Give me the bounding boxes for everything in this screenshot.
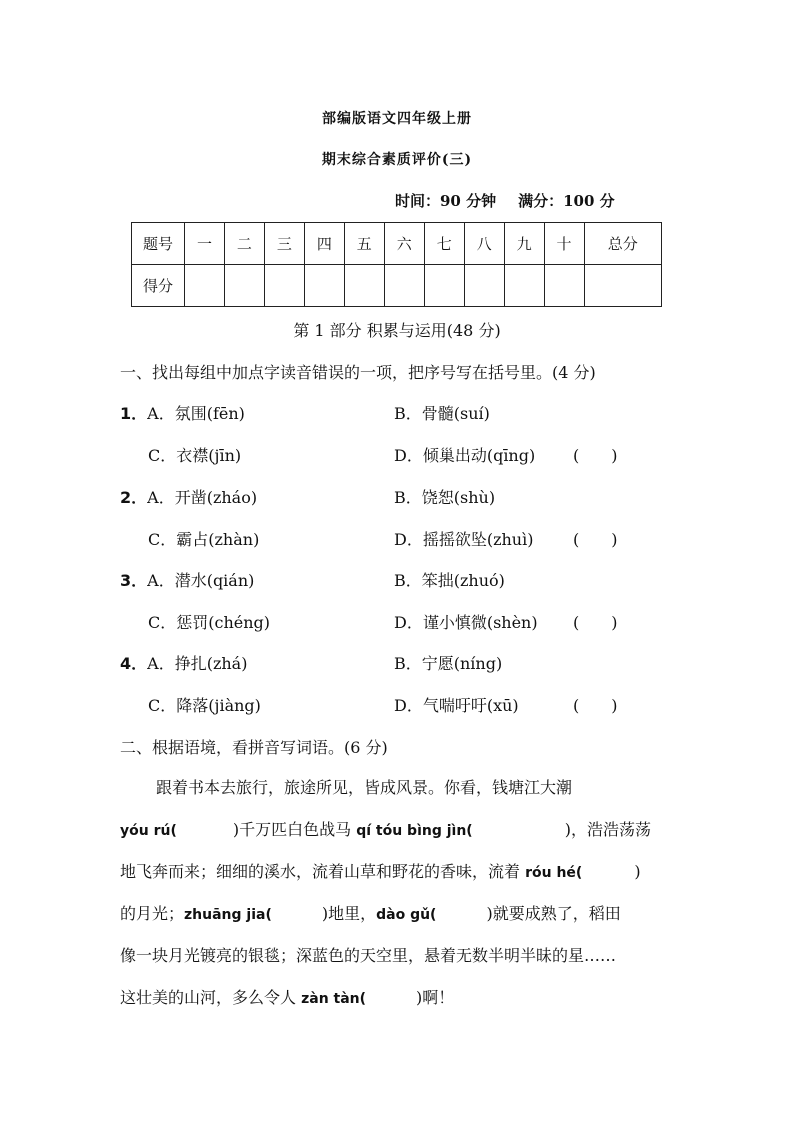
passage-text: )地里， [321,904,377,923]
option-a: A．挣扎(zhá) [147,654,248,673]
option-b: B．饶恕(shù) [394,488,496,507]
score-cell[interactable] [424,265,464,307]
score-table-header: 九 [504,223,544,265]
option-c: C．惩罚(chéng) [148,613,271,632]
score-table-header: 六 [384,223,424,265]
score-table-score-row [132,265,662,307]
score-table-header: 二 [224,223,264,265]
pinyin-prompt: qí tóu bìng jìn( [356,823,473,839]
score-cell[interactable] [185,265,225,307]
passage-line-2 [120,817,680,840]
pinyin-prompt: zàn tàn( [301,991,367,1007]
score-table-header: 七 [424,223,464,265]
score-table-header: 四 [304,223,344,265]
answer-bracket[interactable]: ( ) [573,530,618,549]
option-d: D．倾巢出动(qīng) [394,446,536,465]
pinyin-prompt: róu hé( [525,865,583,881]
pinyin-prompt: zhuāng jia( [184,907,272,923]
score-table-header: 八 [464,223,504,265]
question-1-title: 一、找出每组中加点字读音错误的一项，把序号写在括号里。(4 分) [120,363,596,382]
score-cell[interactable] [384,265,424,307]
answer-bracket[interactable]: ( ) [573,696,618,715]
exam-title: 部编版语文四年级上册 [322,111,472,127]
passage-text: ) [634,862,641,881]
score-table-header: 题号 [132,223,185,265]
option-a: A．氛围(fēn) [147,404,245,423]
score-table-header: 总分 [584,223,661,265]
q1-item-3-row-1 [120,568,254,591]
pinyin-prompt: yóu rú( [120,823,177,839]
option-c: C．降落(jiàng) [148,696,261,715]
part1-title: 第 1 部分 积累与运用(48 分) [293,321,501,340]
passage-text: 地飞奔而来；细细的溪水，流着山草和野花的香味，流着 [120,862,526,881]
score-table-header: 三 [264,223,304,265]
score-table-header: 十 [544,223,584,265]
q1-item-4-row-1 [120,651,247,674]
score-cell[interactable] [344,265,384,307]
score-cell[interactable] [464,265,504,307]
option-d: D．摇摇欲坠(zhuì) [394,530,534,549]
question-2-title: 二、根据语境，看拼音写词语。(6 分) [120,738,388,757]
score-cell[interactable] [504,265,544,307]
item-number: 2． [120,488,148,507]
item-number: 3． [120,571,148,590]
passage-text: )啊！ [416,988,455,1007]
exam-subtitle: 期末综合素质评价(三) [321,152,473,168]
score-cell[interactable] [544,265,584,307]
q1-item-1-row-1 [120,401,245,424]
option-a: A．开凿(zháo) [147,488,258,507]
score-table [131,222,662,307]
passage-line-6 [120,985,680,1008]
answer-bracket[interactable]: ( ) [573,613,618,632]
score-cell[interactable] [264,265,304,307]
option-c: C．衣襟(jīn) [148,446,242,465]
option-a: A．潜水(qián) [147,571,255,590]
passage-line-4 [120,901,680,924]
option-d: D．气喘吁吁(xū) [394,696,519,715]
option-d: D．谨小慎微(shèn) [394,613,538,632]
score-table-header: 一 [185,223,225,265]
time-score-line [395,190,615,211]
score-table-header: 五 [344,223,384,265]
exam-full-score: 满分：100 分 [518,192,615,210]
score-table-header-row [132,223,662,265]
passage-text: 的月光； [120,904,185,923]
passage-line-5: 像一块月光镀亮的银毯；深蓝色的天空里，悬着无数半明半昧的星…… [120,946,617,965]
pinyin-prompt: dào gǔ( [376,907,437,923]
option-b: B．宁愿(níng) [394,654,503,673]
passage-text: )千万匹白色战马 [232,820,357,839]
item-number: 1． [120,404,148,423]
exam-time: 时间：90 分钟 [395,192,497,210]
passage-text: )就要成熟了，稻田 [486,904,621,923]
score-cell[interactable] [304,265,344,307]
option-b: B．笨拙(zhuó) [394,571,505,590]
option-c: C．霸占(zhàn) [148,530,260,549]
passage-text: 这壮美的山河，多么令人 [120,988,302,1007]
score-row-label: 得分 [132,265,185,307]
option-b: B．骨髓(suí) [394,404,490,423]
answer-bracket[interactable]: ( ) [573,446,618,465]
score-cell[interactable] [224,265,264,307]
q1-item-2-row-1 [120,485,257,508]
passage-text: )，浩浩荡荡 [564,820,651,839]
passage-line-3 [120,859,680,882]
score-cell[interactable] [584,265,661,307]
passage-line-1: 跟着书本去旅行，旅途所见，皆成风景。你看，钱塘江大潮 [156,778,573,797]
item-number: 4． [120,654,148,673]
